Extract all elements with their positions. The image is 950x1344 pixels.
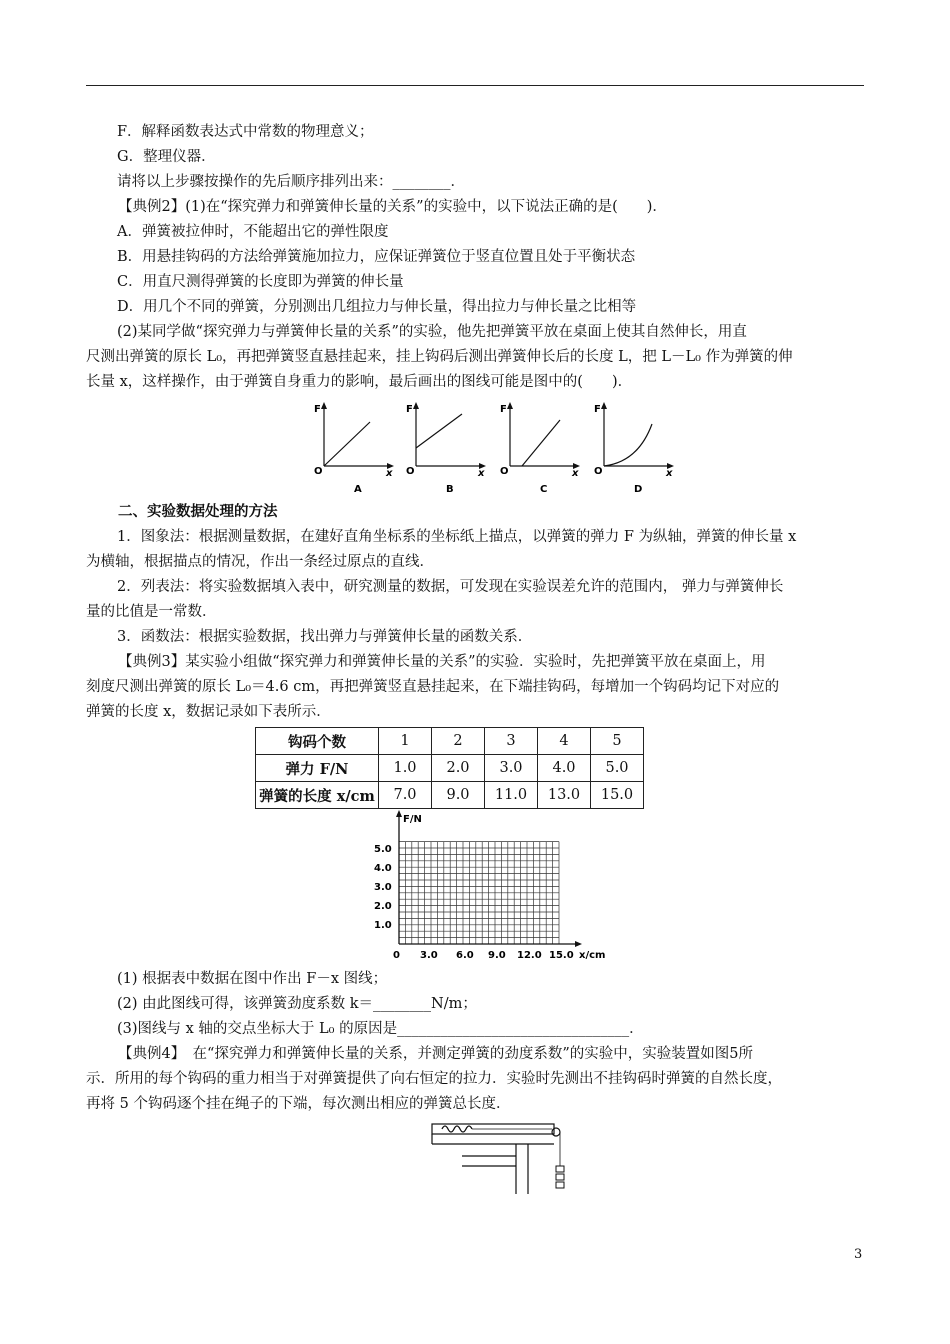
grid-graph bbox=[372, 810, 632, 960]
method-3: 3．函数法：根据实验数据，找出弹力与弹簧伸长量的函数关系． bbox=[117, 629, 533, 645]
page-number: 3 bbox=[854, 1247, 863, 1262]
example-2-title: 【典例2】(1)在“探究弹力和弹簧伸长量的关系”的实验中，以下说法正确的是( )． bbox=[118, 199, 667, 215]
table-cell: 3 bbox=[485, 728, 538, 755]
question-1: (1) 根据表中数据在图中作出 F－x 图线； bbox=[117, 971, 388, 987]
example-2-part2-line1: (2)某同学做“探究弹力与弹簧伸长量的关系”的实验，他先把弹簧平放在桌面上使其自然伸长，用直 bbox=[117, 324, 747, 340]
data-table bbox=[255, 727, 644, 809]
table-cell: 4.0 bbox=[538, 755, 591, 782]
grid-x-tick: 3.0 bbox=[420, 950, 438, 961]
grid-y-tick: 4.0 bbox=[374, 863, 392, 874]
grid-lines bbox=[399, 842, 559, 944]
section-2-title: 二、实验数据处理的方法 bbox=[118, 503, 278, 520]
table-cell: 11.0 bbox=[485, 782, 538, 809]
method-2-line2: 量的比值是一常数． bbox=[86, 604, 217, 620]
option-c: C．用直尺测得弹簧的长度即为弹簧的伸长量 bbox=[117, 274, 404, 290]
graph-a-caption: A bbox=[354, 484, 362, 495]
option-a: A．弹簧被拉伸时，不能超出它的弹性限度 bbox=[117, 224, 389, 240]
graph-b-caption: B bbox=[446, 484, 454, 495]
table-row bbox=[256, 755, 644, 782]
question-3: (3)图线与 x 轴的交点坐标大于 L₀ 的原因是________________________________． bbox=[117, 1021, 644, 1037]
grid-y-tick: 5.0 bbox=[374, 844, 392, 855]
table-cell: 5 bbox=[591, 728, 644, 755]
grid-y-tick: 1.0 bbox=[374, 920, 392, 931]
table-cell: 15.0 bbox=[591, 782, 644, 809]
example-3-line1: 【典例3】某实验小组做“探究弹力和弹簧伸长量的关系”的实验．实验时，先把弹簧平放在桌面上，用 bbox=[118, 654, 766, 670]
graph-d-x-label: x bbox=[666, 468, 673, 479]
grid-y-tick: 3.0 bbox=[374, 882, 392, 893]
method-1-line2: 为横轴，根据描点的情况，作出一条经过原点的直线． bbox=[86, 554, 434, 570]
table-cell: 1 bbox=[379, 728, 432, 755]
table-header-count: 钩码个数 bbox=[256, 728, 379, 755]
example-3-line3: 弹簧的长度 x，数据记录如下表所示． bbox=[86, 704, 331, 720]
table-header-length: 弹簧的长度 x/cm bbox=[256, 782, 379, 809]
table-row bbox=[256, 728, 644, 755]
question-2: (2) 由此图线可得，该弹簧劲度系数 k＝________N/m； bbox=[117, 996, 477, 1012]
graph-a-origin: O bbox=[314, 466, 323, 477]
grid-x-tick: 6.0 bbox=[456, 950, 474, 961]
apparatus-figure bbox=[428, 1118, 588, 1198]
table-cell: 3.0 bbox=[485, 755, 538, 782]
graph-b-y-label: F bbox=[406, 404, 413, 415]
grid-x-tick: 12.0 bbox=[517, 950, 542, 961]
example-4-line2: 示．所用的每个钩码的重力相当于对弹簧提供了向右恒定的拉力．实验时先测出不挂钩码时弹簧的自然长度， bbox=[86, 1071, 782, 1087]
graph-b-origin: O bbox=[406, 466, 415, 477]
table-cell: 5.0 bbox=[591, 755, 644, 782]
grid-x-tick: 9.0 bbox=[488, 950, 506, 961]
graph-d-caption: D bbox=[634, 484, 643, 495]
graph-c-origin: O bbox=[500, 466, 509, 477]
example-4-line1: 【典例4】 在“探究弹力和弹簧伸长量的关系，并测定弹簧的劲度系数”的实验中，实验装置如图5所 bbox=[118, 1046, 754, 1062]
graph-d bbox=[594, 402, 674, 495]
example-3-line2: 刻度尺测出弹簧的原长 L₀＝4.6 cm，再把弹簧竖直悬挂起来，在下端挂钩码，每增加一个钩码均记下对应的 bbox=[86, 679, 780, 695]
table-cell: 13.0 bbox=[538, 782, 591, 809]
grid-x-tick: 15.0 bbox=[549, 950, 574, 961]
example-2-part2-line3: 长量 x，这样操作，由于弹簧自身重力的影响，最后画出的图线可能是图中的( )． bbox=[86, 374, 633, 390]
graph-a-x-label: x bbox=[386, 468, 393, 479]
graph-d-origin: O bbox=[594, 466, 603, 477]
order-prompt: 请将以上步骤按操作的先后顺序排列出来：________． bbox=[117, 174, 465, 190]
grid-y-label: F/N bbox=[403, 814, 422, 825]
step-f: F．解释函数表达式中常数的物理意义； bbox=[117, 124, 374, 140]
step-g: G．整理仪器． bbox=[117, 149, 216, 165]
graph-a-y-label: F bbox=[314, 404, 321, 415]
method-2-line1: 2．列表法：将实验数据填入表中，研究测量的数据，可发现在实验误差允许的范围内， 弹力与弹簧伸长 bbox=[117, 579, 784, 595]
grid-y-tick: 2.0 bbox=[374, 901, 392, 912]
table-cell: 1.0 bbox=[379, 755, 432, 782]
example-2-part2-line2: 尺测出弹簧的原长 L₀，再把弹簧竖直悬挂起来，挂上钩码后测出弹簧伸长后的长度 L，把 L－L₀ 作为弹簧的伸 bbox=[86, 349, 793, 365]
method-1-line1: 1．图象法：根据测量数据，在建好直角坐标系的坐标纸上描点，以弹簧的弹力 F 为纵轴，弹簧的伸长量 x bbox=[117, 529, 797, 545]
option-b: B．用悬挂钩码的方法给弹簧施加拉力，应保证弹簧位于竖直位置且处于平衡状态 bbox=[117, 249, 636, 265]
graph-c-caption: C bbox=[540, 484, 548, 495]
table-row bbox=[256, 782, 644, 809]
grid-x-label: x/cm bbox=[579, 950, 606, 961]
graph-b bbox=[406, 402, 486, 495]
graph-c-x-label: x bbox=[572, 468, 579, 479]
graph-b-x-label: x bbox=[478, 468, 485, 479]
table-header-force: 弹力 F/N bbox=[256, 755, 379, 782]
option-d: D．用几个不同的弹簧，分别测出几组拉力与伸长量，得出拉力与伸长量之比相等 bbox=[117, 299, 637, 315]
table-cell: 9.0 bbox=[432, 782, 485, 809]
header-rule bbox=[86, 85, 864, 86]
graph-a bbox=[314, 402, 394, 495]
grid-origin: 0 bbox=[393, 950, 400, 961]
table-cell: 2 bbox=[432, 728, 485, 755]
graph-c bbox=[500, 402, 580, 495]
table-cell: 2.0 bbox=[432, 755, 485, 782]
table-cell: 4 bbox=[538, 728, 591, 755]
option-graphs bbox=[310, 400, 690, 495]
example-4-line3: 再将 5 个钩码逐个挂在绳子的下端，每次测出相应的弹簧总长度． bbox=[86, 1096, 511, 1112]
table-cell: 7.0 bbox=[379, 782, 432, 809]
graph-d-y-label: F bbox=[594, 404, 601, 415]
graph-c-y-label: F bbox=[500, 404, 507, 415]
